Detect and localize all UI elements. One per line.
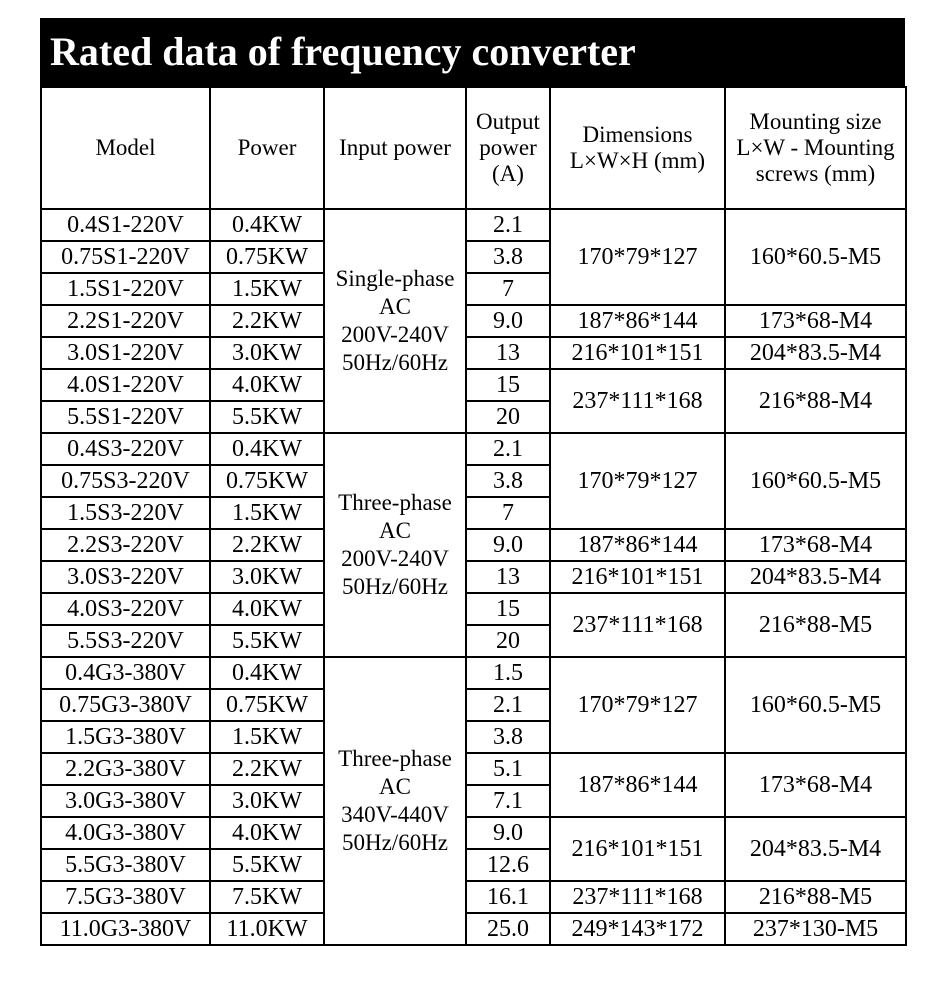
output-cell: 13 — [466, 561, 550, 593]
output-cell: 9.0 — [466, 305, 550, 337]
dimensions-cell: 237*111*168 — [550, 881, 725, 913]
power-cell: 2.2KW — [210, 753, 324, 785]
table-row — [41, 209, 906, 241]
table-row — [41, 913, 906, 945]
dimensions-cell: 237*111*168 — [550, 593, 725, 657]
model-cell: 7.5G3-380V — [41, 881, 210, 913]
power-cell: 2.2KW — [210, 529, 324, 561]
power-cell: 4.0KW — [210, 817, 324, 849]
dimensions-cell: 237*111*168 — [550, 369, 725, 433]
output-cell: 9.0 — [466, 817, 550, 849]
header-dimensions: Dimensions L×W×H (mm) — [550, 87, 725, 209]
model-cell: 5.5G3-380V — [41, 849, 210, 881]
mounting-cell: 173*68-M4 — [725, 529, 906, 561]
input-frequency: 50Hz/60Hz — [341, 574, 449, 599]
model-cell: 0.4G3-380V — [41, 657, 210, 689]
input-phase: Three-phase — [338, 490, 452, 515]
model-cell: 2.2S3-220V — [41, 529, 210, 561]
output-cell: 3.8 — [466, 465, 550, 497]
header-power: Power — [210, 87, 324, 209]
model-cell: 4.0G3-380V — [41, 817, 210, 849]
power-cell: 0.75KW — [210, 241, 324, 273]
dimensions-cell: 187*86*144 — [550, 305, 725, 337]
mounting-cell: 204*83.5-M4 — [725, 337, 906, 369]
header-model: Model — [41, 87, 210, 209]
table-row — [41, 369, 906, 401]
model-cell: 1.5S3-220V — [41, 497, 210, 529]
dimensions-cell: 216*101*151 — [550, 337, 725, 369]
header-mounting-size: Mounting size L×W - Mounting screws (mm) — [725, 87, 906, 209]
output-cell: 15 — [466, 369, 550, 401]
output-cell: 25.0 — [466, 913, 550, 945]
output-cell: 3.8 — [466, 241, 550, 273]
power-cell: 0.4KW — [210, 209, 324, 241]
power-cell: 11.0KW — [210, 913, 324, 945]
input-voltage: 340V-440V — [341, 802, 449, 827]
power-cell: 1.5KW — [210, 273, 324, 305]
output-cell: 5.1 — [466, 753, 550, 785]
table-row — [41, 657, 906, 689]
dimensions-cell: 170*79*127 — [550, 657, 725, 753]
input-frequency: 50Hz/60Hz — [341, 830, 449, 855]
mounting-cell: 216*88-M5 — [725, 593, 906, 657]
input-frequency: 50Hz/60Hz — [341, 350, 449, 375]
power-cell: 0.75KW — [210, 689, 324, 721]
table-row — [41, 593, 906, 625]
model-cell: 2.2S1-220V — [41, 305, 210, 337]
rated-data-sheet — [40, 18, 905, 946]
input-voltage: 200V-240V — [341, 546, 449, 571]
model-cell: 5.5S1-220V — [41, 401, 210, 433]
table-row — [41, 561, 906, 593]
table-row — [41, 529, 906, 561]
table-row — [41, 433, 906, 465]
model-cell: 1.5G3-380V — [41, 721, 210, 753]
output-cell: 12.6 — [466, 849, 550, 881]
dimensions-cell: 216*101*151 — [550, 817, 725, 881]
mounting-cell: 216*88-M4 — [725, 369, 906, 433]
rated-data-table — [40, 86, 907, 946]
model-cell: 0.4S3-220V — [41, 433, 210, 465]
mounting-cell: 173*68-M4 — [725, 305, 906, 337]
output-cell: 13 — [466, 337, 550, 369]
model-cell: 0.4S1-220V — [41, 209, 210, 241]
output-cell: 2.1 — [466, 209, 550, 241]
mounting-cell: 173*68-M4 — [725, 753, 906, 817]
model-cell: 3.0G3-380V — [41, 785, 210, 817]
output-cell: 1.5 — [466, 657, 550, 689]
input-type: AC — [379, 294, 411, 319]
input-power-group-2 — [324, 433, 466, 657]
input-type: AC — [379, 518, 411, 543]
table-row — [41, 337, 906, 369]
input-power-group-3 — [324, 657, 466, 945]
model-cell: 3.0S1-220V — [41, 337, 210, 369]
power-cell: 7.5KW — [210, 881, 324, 913]
input-type: AC — [379, 774, 411, 799]
power-cell: 4.0KW — [210, 369, 324, 401]
dimensions-cell: 187*86*144 — [550, 529, 725, 561]
output-cell: 2.1 — [466, 689, 550, 721]
header-output-power: Output power (A) — [466, 87, 550, 209]
dimensions-cell: 187*86*144 — [550, 753, 725, 817]
mounting-cell: 160*60.5-M5 — [725, 209, 906, 305]
mounting-cell: 204*83.5-M4 — [725, 561, 906, 593]
dimensions-cell: 170*79*127 — [550, 209, 725, 305]
mounting-cell: 216*88-M5 — [725, 881, 906, 913]
power-cell: 3.0KW — [210, 785, 324, 817]
power-cell: 4.0KW — [210, 593, 324, 625]
input-phase: Three-phase — [338, 746, 452, 771]
mounting-cell: 237*130-M5 — [725, 913, 906, 945]
header-input-power: Input power — [324, 87, 466, 209]
dimensions-cell: 216*101*151 — [550, 561, 725, 593]
model-cell: 11.0G3-380V — [41, 913, 210, 945]
input-power-group-1 — [324, 209, 466, 433]
table-row — [41, 305, 906, 337]
model-cell: 4.0S1-220V — [41, 369, 210, 401]
input-voltage: 200V-240V — [341, 322, 449, 347]
mounting-cell: 160*60.5-M5 — [725, 657, 906, 753]
mounting-cell: 204*83.5-M4 — [725, 817, 906, 881]
dimensions-cell: 170*79*127 — [550, 433, 725, 529]
power-cell: 5.5KW — [210, 401, 324, 433]
output-cell: 9.0 — [466, 529, 550, 561]
power-cell: 3.0KW — [210, 561, 324, 593]
header-row — [41, 87, 906, 209]
output-cell: 7 — [466, 497, 550, 529]
power-cell: 0.4KW — [210, 433, 324, 465]
output-cell: 20 — [466, 401, 550, 433]
table-row — [41, 881, 906, 913]
output-cell: 20 — [466, 625, 550, 657]
table-title: Rated data of frequency converter — [40, 18, 905, 86]
output-cell: 7.1 — [466, 785, 550, 817]
output-cell: 16.1 — [466, 881, 550, 913]
table-row — [41, 753, 906, 785]
model-cell: 2.2G3-380V — [41, 753, 210, 785]
power-cell: 0.4KW — [210, 657, 324, 689]
input-phase: Single-phase — [335, 266, 455, 291]
table-row — [41, 817, 906, 849]
model-cell: 0.75S1-220V — [41, 241, 210, 273]
output-cell: 2.1 — [466, 433, 550, 465]
power-cell: 3.0KW — [210, 337, 324, 369]
model-cell: 0.75S3-220V — [41, 465, 210, 497]
model-cell: 5.5S3-220V — [41, 625, 210, 657]
power-cell: 0.75KW — [210, 465, 324, 497]
power-cell: 5.5KW — [210, 849, 324, 881]
dimensions-cell: 249*143*172 — [550, 913, 725, 945]
model-cell: 3.0S3-220V — [41, 561, 210, 593]
power-cell: 1.5KW — [210, 721, 324, 753]
output-cell: 7 — [466, 273, 550, 305]
power-cell: 2.2KW — [210, 305, 324, 337]
power-cell: 1.5KW — [210, 497, 324, 529]
power-cell: 5.5KW — [210, 625, 324, 657]
model-cell: 0.75G3-380V — [41, 689, 210, 721]
output-cell: 15 — [466, 593, 550, 625]
output-cell: 3.8 — [466, 721, 550, 753]
model-cell: 4.0S3-220V — [41, 593, 210, 625]
model-cell: 1.5S1-220V — [41, 273, 210, 305]
mounting-cell: 160*60.5-M5 — [725, 433, 906, 529]
